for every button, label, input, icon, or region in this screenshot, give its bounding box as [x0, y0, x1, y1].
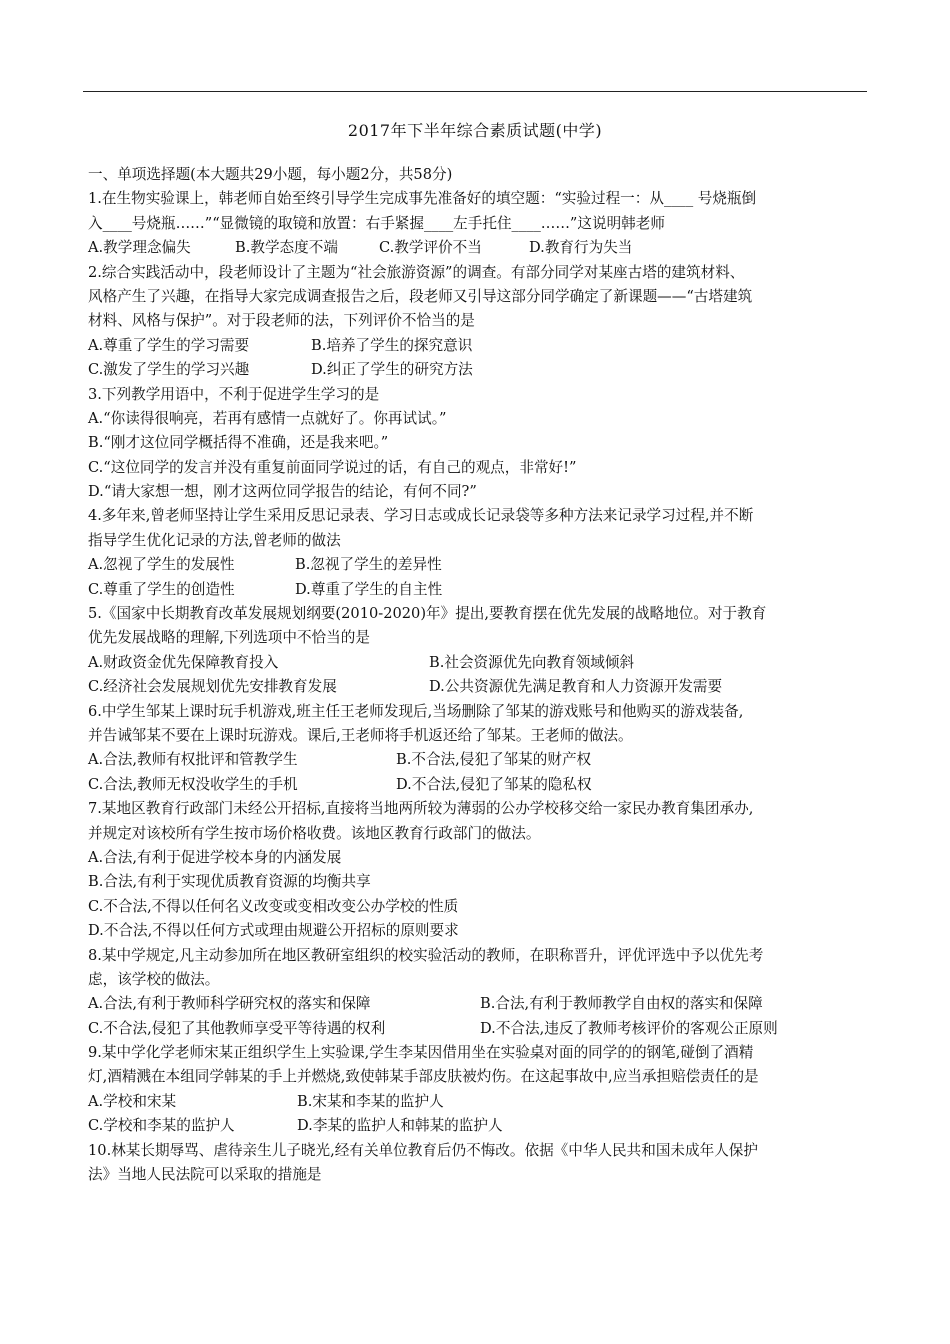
question-5-options-row-2 [88, 675, 868, 699]
question-1-option-b: B.教学态度不端 [235, 239, 338, 257]
question-3-option-c: C.“这位同学的发言并没有重复前面同学说过的话，有自己的观点，非常好!” [88, 458, 577, 476]
question-4-stem-line-1: 4.多年来,曾老师坚持让学生采用反思记录表、学习日志或成长记录袋等多种方法来记录学习过程,并不断 [88, 507, 754, 525]
question-5-option-b: B.社会资源优先向教育领域倾斜 [429, 653, 635, 671]
question-3-option-d: D.“请大家想一想，刚才这两位同学报告的结论，有何不同?” [88, 483, 477, 501]
question-9-stem-line-1: 9.某中学化学老师宋某正组织学生上实验课,学生李某因借用坐在实验桌对面的同学的的钢笔,碰倒了酒精 [88, 1044, 754, 1062]
question-7-option-b: B.合法,有利于实现优质教育资源的均衡共享 [88, 873, 371, 891]
question-1-option-d: D.教育行为失当 [529, 239, 633, 257]
question-6-stem-line-1: 6.中学生邹某上课时玩手机游戏,班主任王老师发现后,当场删除了邹某的游戏账号和他购买的游戏装备, [88, 702, 744, 720]
question-6-option-c: C.合法,教师无权没收学生的手机 [88, 775, 298, 793]
question-6-options-row-2 [88, 773, 868, 797]
question-8-option-a: A.合法,有利于教师科学研究权的落实和保障 [88, 995, 371, 1013]
question-5-option-d: D.公共资源优先满足教育和人力资源开发需要 [429, 678, 723, 696]
question-8-stem-line-1: 8.某中学规定,凡主动参加所在地区教研室组织的校实验活动的教师，在职称晋升，评优评选中予以优先考 [88, 946, 764, 964]
question-3-stem: 3.下列教学用语中，不利于促进学生学习的是 [88, 385, 380, 403]
question-5-stem-line-2: 优先发展战略的理解,下列选项中不恰当的是 [88, 629, 370, 647]
question-2-option-d: D.纠正了学生的研究方法 [311, 361, 473, 379]
question-2-option-b: B.培养了学生的探究意识 [311, 336, 473, 354]
question-9-options-row-1 [88, 1090, 868, 1114]
question-7-stem-line-1: 7.某地区教育行政部门未经公开招标,直接将当地两所较为薄弱的公办学校移交给一家民办教育集团承办, [88, 800, 754, 818]
question-9-options-row-2 [88, 1114, 868, 1138]
question-2-option-a: A.尊重了学生的学习需要 [88, 336, 250, 354]
question-4-option-c: C.尊重了学生的创造性 [88, 580, 235, 598]
question-7-stem-line-2: 并规定对该校所有学生按市场价格收费。该地区教育行政部门的做法。 [88, 824, 541, 842]
question-6-options-row-1 [88, 748, 868, 772]
question-4-option-d: D.尊重了学生的自主性 [295, 580, 443, 598]
question-1-options [88, 236, 868, 260]
question-8-options-row-2 [88, 1017, 868, 1041]
question-3-option-b: B.“刚才这位同学概括得不准确，还是我来吧。” [88, 434, 389, 452]
question-5-stem-line-1: 5.《国家中长期教育改革发展规划纲要(2010-2020)年》提出,要教育摆在优先发展的战略地位。对于教育 [88, 605, 767, 623]
question-6-stem-line-2: 并告诫邹某不要在上课时玩游戏。课后,王老师将手机返还给了邹某。王老师的做法。 [88, 726, 633, 744]
question-8-option-c: C.不合法,侵犯了其他教师享受平等待遇的权利 [88, 1019, 386, 1037]
question-6-option-d: D.不合法,侵犯了邹某的隐私权 [396, 775, 592, 793]
question-8-stem-line-2: 虑，该学校的做法。 [88, 970, 220, 988]
question-7-option-d: D.不合法,不得以任何方式或理由规避公开招标的原则要求 [88, 922, 459, 940]
question-4-option-b: B.忽视了学生的差异性 [295, 556, 442, 574]
question-5-options-row-1 [88, 651, 868, 675]
question-9-option-a: A.学校和宋某 [88, 1092, 177, 1110]
question-8-options-row-1 [88, 992, 868, 1016]
question-4-options-row-2 [88, 578, 868, 602]
question-1-stem-line-1: 1.在生物实验课上，韩老师自始至终引导学生完成事先准备好的填空题：“实验过程一：从____ 号烧瓶倒 [88, 190, 757, 208]
question-2-options-row-2 [88, 358, 868, 382]
question-5-option-a: A.财政资金优先保障教育投入 [88, 653, 279, 671]
question-6-option-a: A.合法,教师有权批评和管教学生 [88, 751, 298, 769]
question-2-stem-line-3: 材料、风格与保护”。对于段老师的法，下列评价不恰当的是 [88, 312, 475, 330]
question-2-stem-line-1: 2.综合实践活动中，段老师设计了主题为“社会旅游资源”的调查。有部分同学对某座古塔的建筑材料、 [88, 263, 745, 281]
question-10-stem-line-2: 法》当地人民法院可以采取的措施是 [88, 1166, 322, 1184]
question-7-option-a: A.合法,有利于促进学校本身的内涵发展 [88, 848, 342, 866]
question-9-option-c: C.学校和李某的监护人 [88, 1117, 235, 1135]
question-4-options-row-1 [88, 553, 868, 577]
question-8-option-b: B.合法,有利于教师教学自由权的落实和保障 [480, 995, 763, 1013]
question-1-option-a: A.教学理念偏失 [88, 239, 191, 257]
question-2-options-row-1 [88, 334, 868, 358]
question-4-stem-line-2: 指导学生优化记录的方法,曾老师的做法 [88, 531, 341, 549]
question-1-option-c: C.教学评价不当 [379, 239, 482, 257]
question-3-option-a: A.“你读得很响亮，若再有感情一点就好了。你再试试。” [88, 409, 447, 427]
section-heading: 一、单项选择题(本大题共29小题，每小题2分，共58分) [88, 166, 453, 183]
question-2-stem-line-2: 风格产生了兴趣，在指导大家完成调查报告之后，段老师又引导这部分同学确定了新课题——“古塔建筑 [88, 287, 753, 305]
question-8-option-d: D.不合法,违反了教师考核评价的客观公正原则 [480, 1019, 778, 1037]
question-5-option-c: C.经济社会发展规划优先安排教育发展 [88, 678, 337, 696]
question-6-option-b: B.不合法,侵犯了邹某的财产权 [396, 751, 592, 769]
question-9-option-d: D.李某的监护人和韩某的监护人 [297, 1117, 503, 1135]
question-10-stem-line-1: 10.林某长期辱骂、虐待亲生儿子晓光,经有关单位教育后仍不悔改。依据《中华人民共和国未成年人保护 [88, 1141, 758, 1159]
question-4-option-a: A.忽视了学生的发展性 [88, 556, 235, 574]
exam-content [88, 163, 868, 1187]
question-7-option-c: C.不合法,不得以任何名义改变或变相改变公办学校的性质 [88, 897, 459, 915]
question-1-stem-line-2: 入____号烧瓶……”“显微镜的取镜和放置：右手紧握____左手托住____……”这说明韩老师 [88, 214, 665, 232]
question-9-stem-line-2: 灯,酒精溅在本组同学韩某的手上并燃烧,致使韩某手部皮肤被灼伤。在这起事故中,应当承担赔偿责任的是 [88, 1068, 759, 1086]
page-title: 2017年下半年综合素质试题(中学) [347, 121, 603, 140]
question-2-option-c: C.激发了学生的学习兴趣 [88, 361, 250, 379]
question-9-option-b: B.宋某和李某的监护人 [297, 1092, 444, 1110]
header-rule [83, 91, 867, 92]
